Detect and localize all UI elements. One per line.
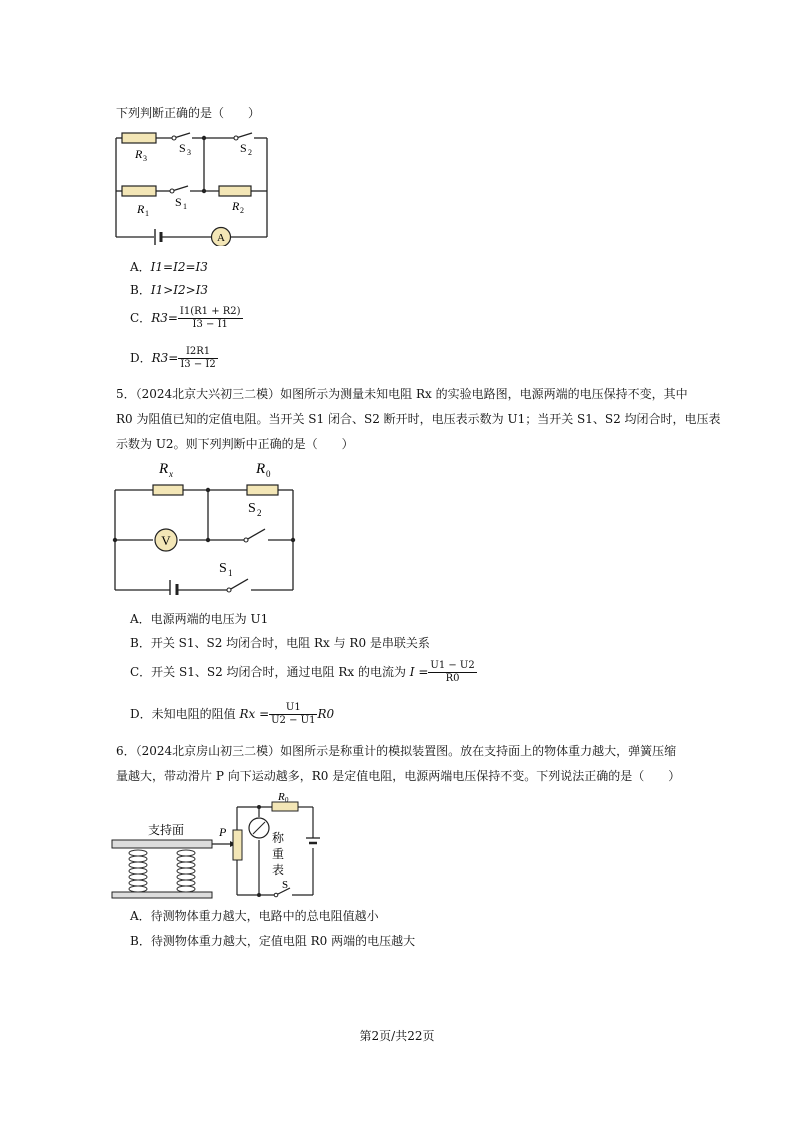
rx-resistor — [153, 485, 183, 495]
q5-option-d[interactable]: D．未知电阻的阻值 Rx = $\frac{U1}{U2 - U1}$ R0 — [130, 702, 335, 726]
q5-circuit-diagram — [108, 455, 303, 595]
q6-option-b[interactable]: B．待测物体重力越大，定值电阻 R0 两端的电压越大 — [130, 934, 416, 948]
q4-option-d[interactable]: D．R3= $\frac{I2R1}{I3 - I2}$ — [130, 346, 216, 370]
q6-scale-diagram — [106, 786, 326, 902]
q6-stem-line1: 6．（2024北京房山初三二模）如图所示是称重计的模拟装置图。放在支持面上的物体重力越大，弹簧压缩 — [116, 744, 677, 758]
q4-option-c[interactable]: C．R3= $\frac{I1(R1 + R2)}{I3 - I1}$ — [130, 306, 241, 330]
svg-text:P: P — [219, 825, 227, 839]
svg-text:3: 3 — [187, 148, 191, 157]
support-plate — [112, 840, 212, 848]
svg-text:0: 0 — [285, 796, 289, 804]
q6-option-a[interactable]: A．待测物体重力越大，电路中的总电阻值越小 — [130, 909, 379, 923]
svg-text:支持面: 支持面 — [148, 823, 185, 837]
svg-text:1: 1 — [228, 568, 233, 578]
svg-text:重: 重 — [272, 847, 285, 861]
r2-resistor — [219, 186, 251, 196]
svg-text:R: R — [159, 461, 169, 477]
q4-circuit-diagram — [110, 128, 280, 246]
q5-stem-line3: 示数为 U2。则下列判断中正确的是（ ） — [116, 437, 354, 451]
rheostat — [233, 830, 242, 860]
svg-text:R: R — [137, 202, 145, 216]
svg-text:S: S — [248, 501, 256, 516]
svg-text:S: S — [282, 879, 289, 891]
q6-stem-line2: 量越大，带动滑片 P 向下运动越多，R0 是定值电阻，电源两端电压保持不变。下列说法正确的是（ ） — [116, 769, 681, 783]
base-plate — [112, 892, 212, 898]
spring-left-icon — [129, 850, 147, 892]
svg-text:称: 称 — [272, 831, 285, 845]
svg-text:x: x — [169, 469, 173, 479]
q4-option-a[interactable]: A．I1=I2=I3 — [130, 260, 208, 274]
svg-text:V: V — [161, 533, 171, 548]
q4-option-b[interactable]: B．I1>I2>I3 — [130, 283, 209, 297]
q5-option-b[interactable]: B．开关 S1、S2 均闭合时，电阻 Rx 与 R0 是串联关系 — [130, 636, 430, 650]
svg-text:S: S — [175, 195, 182, 209]
q4-stem: 下列判断正确的是（ ） — [116, 106, 261, 120]
svg-text:A: A — [217, 232, 225, 244]
r1-resistor — [122, 186, 156, 196]
svg-text:R: R — [278, 791, 285, 803]
svg-text:3: 3 — [143, 154, 147, 163]
r3-resistor — [122, 133, 156, 143]
q5-option-a[interactable]: A．电源两端的电压为 U1 — [130, 612, 269, 626]
svg-text:S: S — [179, 141, 186, 155]
svg-text:2: 2 — [248, 148, 252, 157]
svg-text:S: S — [219, 561, 227, 576]
r0-resistor — [247, 485, 278, 495]
svg-text:R: R — [256, 461, 266, 477]
q5-option-c[interactable]: C．开关 S1、S2 均闭合时，通过电阻 Rx 的电流为 I = $\frac{U1 - U2}{R0}$ — [130, 660, 475, 684]
q5-stem-line1: 5．（2024北京大兴初三二模）如图所示为测量未知电阻 Rx 的实验电路图，电源两端的电压保持不变，其中 — [116, 387, 688, 401]
svg-text:2: 2 — [257, 508, 262, 518]
svg-text:0: 0 — [266, 469, 271, 479]
svg-text:2: 2 — [240, 206, 244, 215]
svg-text:表: 表 — [272, 863, 285, 877]
svg-text:R: R — [232, 199, 240, 213]
page-footer: 第2页/共22页 — [359, 1029, 435, 1043]
spring-right-icon — [177, 850, 195, 892]
svg-text:R: R — [135, 147, 143, 161]
svg-text:1: 1 — [145, 209, 149, 218]
svg-text:S: S — [240, 141, 247, 155]
q5-stem-line2: R0 为阻值已知的定值电阻。当开关 S1 闭合、S2 断开时，电压表示数为 U1；当开关 S1、S2 均闭合时，电压表 — [116, 412, 721, 426]
svg-text:1: 1 — [183, 202, 187, 211]
